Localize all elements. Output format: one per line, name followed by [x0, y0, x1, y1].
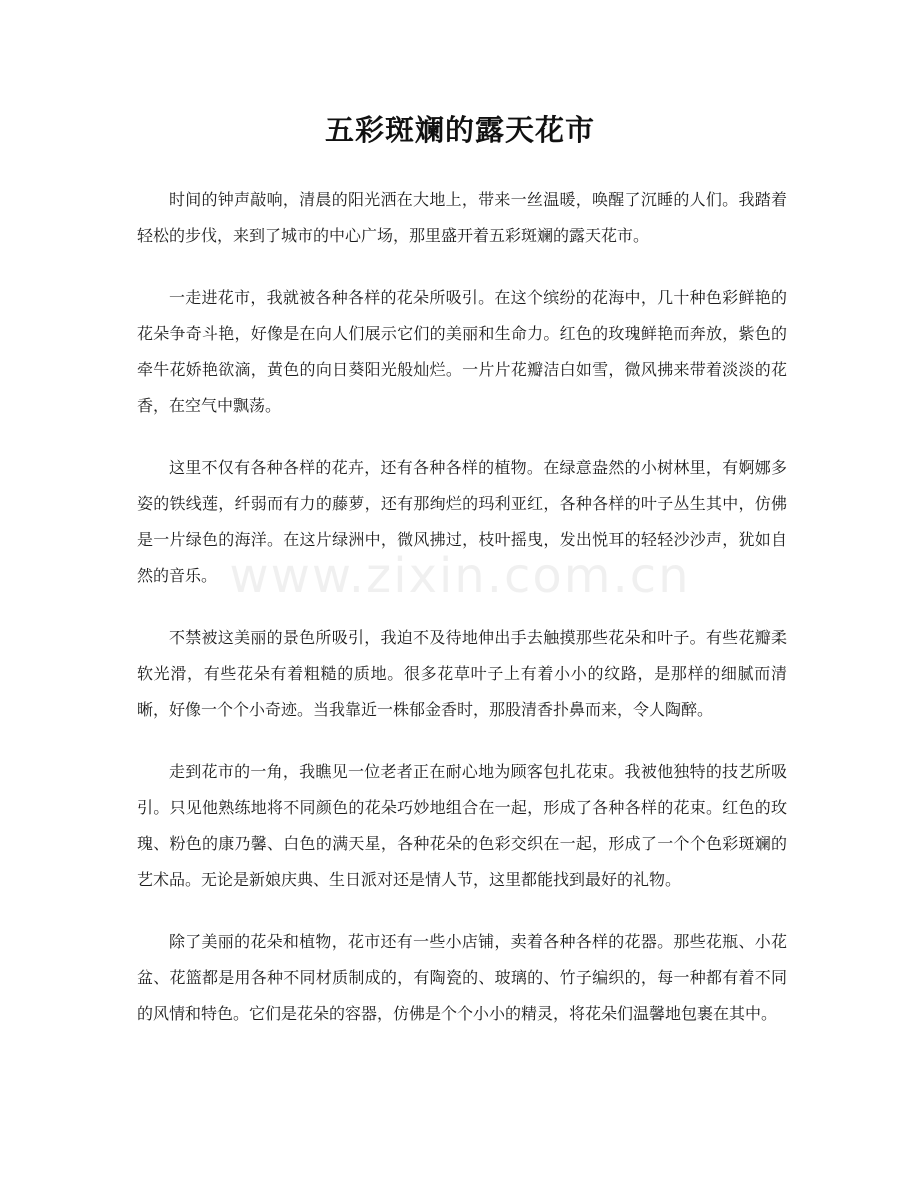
paragraph-6: 除了美丽的花朵和植物，花市还有一些小店铺，卖着各种各样的花器。那些花瓶、小花盆、花篮都是用各种不同材质制成的，有陶瓷的、玻璃的、竹子编织的，每一种都有着不同的风情和特色。它们是花朵的容器，仿佛是个个小小的精灵，将花朵们温馨地包裹在其中。	[137, 932, 787, 1023]
paragraph-4: 不禁被这美丽的景色所吸引，我迫不及待地伸出手去触摸那些花朵和叶子。有些花瓣柔软光滑，有些花朵有着粗糙的质地。很多花草叶子上有着小小的纹路，是那样的细腻而清晰，好像一个个小奇迹。当我靠近一株郁金香时，那股清香扑鼻而来，令人陶醉。	[137, 628, 787, 719]
paragraph-5: 走到花市的一角，我瞧见一位老者正在耐心地为顾客包扎花束。我被他独特的技艺所吸引。只见他熟练地将不同颜色的花朵巧妙地组合在一起，形成了各种各样的花束。红色的玫瑰、粉色的康乃馨、白色的满天星，各种花朵的色彩交织在一起，形成了一个个色彩斑斓的艺术品。无论是新娘庆典、生日派对还是情人节，这里都能找到最好的礼物。	[137, 762, 787, 889]
document-title: 五彩斑斓的露天花市	[324, 113, 595, 147]
paragraph-2: 一走进花市，我就被各种各样的花朵所吸引。在这个缤纷的花海中，几十种色彩鲜艳的花朵争奇斗艳，好像是在向人们展示它们的美丽和生命力。红色的玫瑰鲜艳而奔放，紫色的牵牛花娇艳欲滴，黄色的向日葵阳光般灿烂。一片片花瓣洁白如雪，微风拂来带着淡淡的花香，在空气中飘荡。	[137, 288, 787, 415]
watermark-text: www.zixin.com.cn	[229, 548, 691, 604]
paragraph-1: 时间的钟声敲响，清晨的阳光洒在大地上，带来一丝温暖，唤醒了沉睡的人们。我踏着轻松的步伐，来到了城市的中心广场，那里盛开着五彩斑斓的露天花市。	[137, 190, 787, 245]
document-body	[137, 182, 787, 1058]
paragraph-3: 这里不仅有各种各样的花卉，还有各种各样的植物。在绿意盎然的小树林里，有婀娜多姿的铁线莲，纤弱而有力的藤萝，还有那绚烂的玛利亚红，各种各样的叶子丛生其中，仿佛是一片绿色的海洋。在这片绿洲中，微风拂过，枝叶摇曳，发出悦耳的轻轻沙沙声，犹如自然的音乐。	[137, 458, 787, 585]
